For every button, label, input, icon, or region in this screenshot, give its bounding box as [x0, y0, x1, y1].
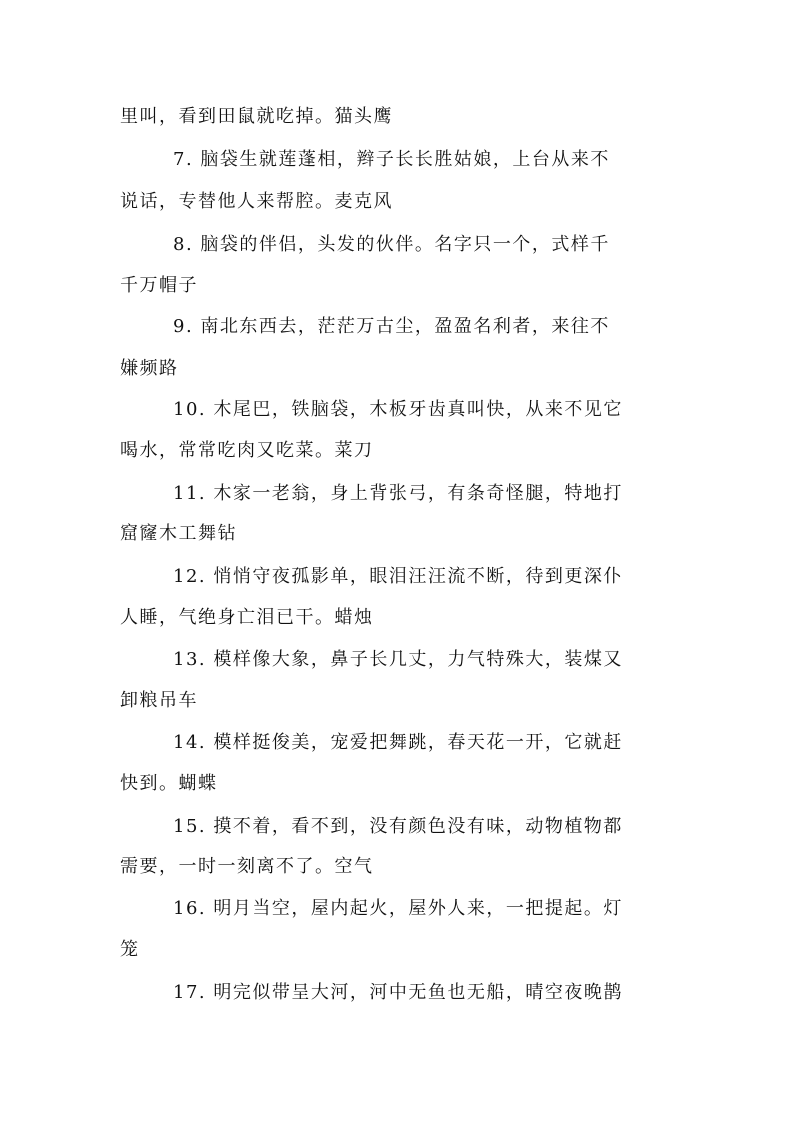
- riddle-12-line-1: 12. 悄悄守夜孤影单，眼泪汪汪流不断，待到更深仆: [173, 566, 623, 587]
- riddle-12-line-2: 人睡，气绝身亡泪已干。蜡烛: [120, 607, 374, 628]
- riddle-11-line-2: 窟窿木工舞钻: [120, 523, 237, 544]
- riddle-11-line-1: 11. 木家一老翁，身上背张弓，有条奇怪腿，特地打: [173, 483, 623, 504]
- riddle-16-line-2: 笼: [120, 939, 140, 960]
- text-line: 里叫，看到田鼠就吃掉。猫头鹰: [120, 106, 393, 127]
- riddle-10-line-1: 10. 木尾巴，铁脑袋，木板牙齿真叫快，从来不见它: [173, 399, 623, 420]
- riddle-8-line-2: 千万帽子: [120, 275, 198, 296]
- riddle-7-line-1: 7. 脑袋生就莲蓬相，辫子长长胜姑娘，上台从来不: [173, 149, 610, 170]
- riddle-14-line-1: 14. 模样挺俊美，宠爱把舞跳，春天花一开，它就赶: [173, 732, 623, 753]
- riddle-9-line-1: 9. 南北东西去，茫茫万古尘，盈盈名利者，来往不: [173, 316, 610, 337]
- riddle-10-line-2: 喝水，常常吃肉又吃菜。菜刀: [120, 440, 374, 461]
- riddle-15-line-2: 需要，一时一刻离不了。空气: [120, 856, 374, 877]
- riddle-8-line-1: 8. 脑袋的伴侣，头发的伙伴。名字只一个，式样千: [173, 234, 610, 255]
- riddle-7-line-2: 说话，专替他人来帮腔。麦克风: [120, 191, 393, 212]
- riddle-16-line-1: 16. 明月当空，屋内起火，屋外人来，一把提起。灯: [173, 898, 623, 919]
- riddle-13-line-1: 13. 模样像大象，鼻子长几丈，力气特殊大，装煤又: [173, 649, 623, 670]
- riddle-14-line-2: 快到。蝴蝶: [120, 773, 218, 794]
- riddle-15-line-1: 15. 摸不着，看不到，没有颜色没有味，动物植物都: [173, 816, 623, 837]
- riddle-17-line-1: 17. 明完似带呈大河，河中无鱼也无船，晴空夜晚鹊: [173, 982, 623, 1003]
- riddle-13-line-2: 卸粮吊车: [120, 690, 198, 711]
- riddle-9-line-2: 嫌频路: [120, 358, 179, 379]
